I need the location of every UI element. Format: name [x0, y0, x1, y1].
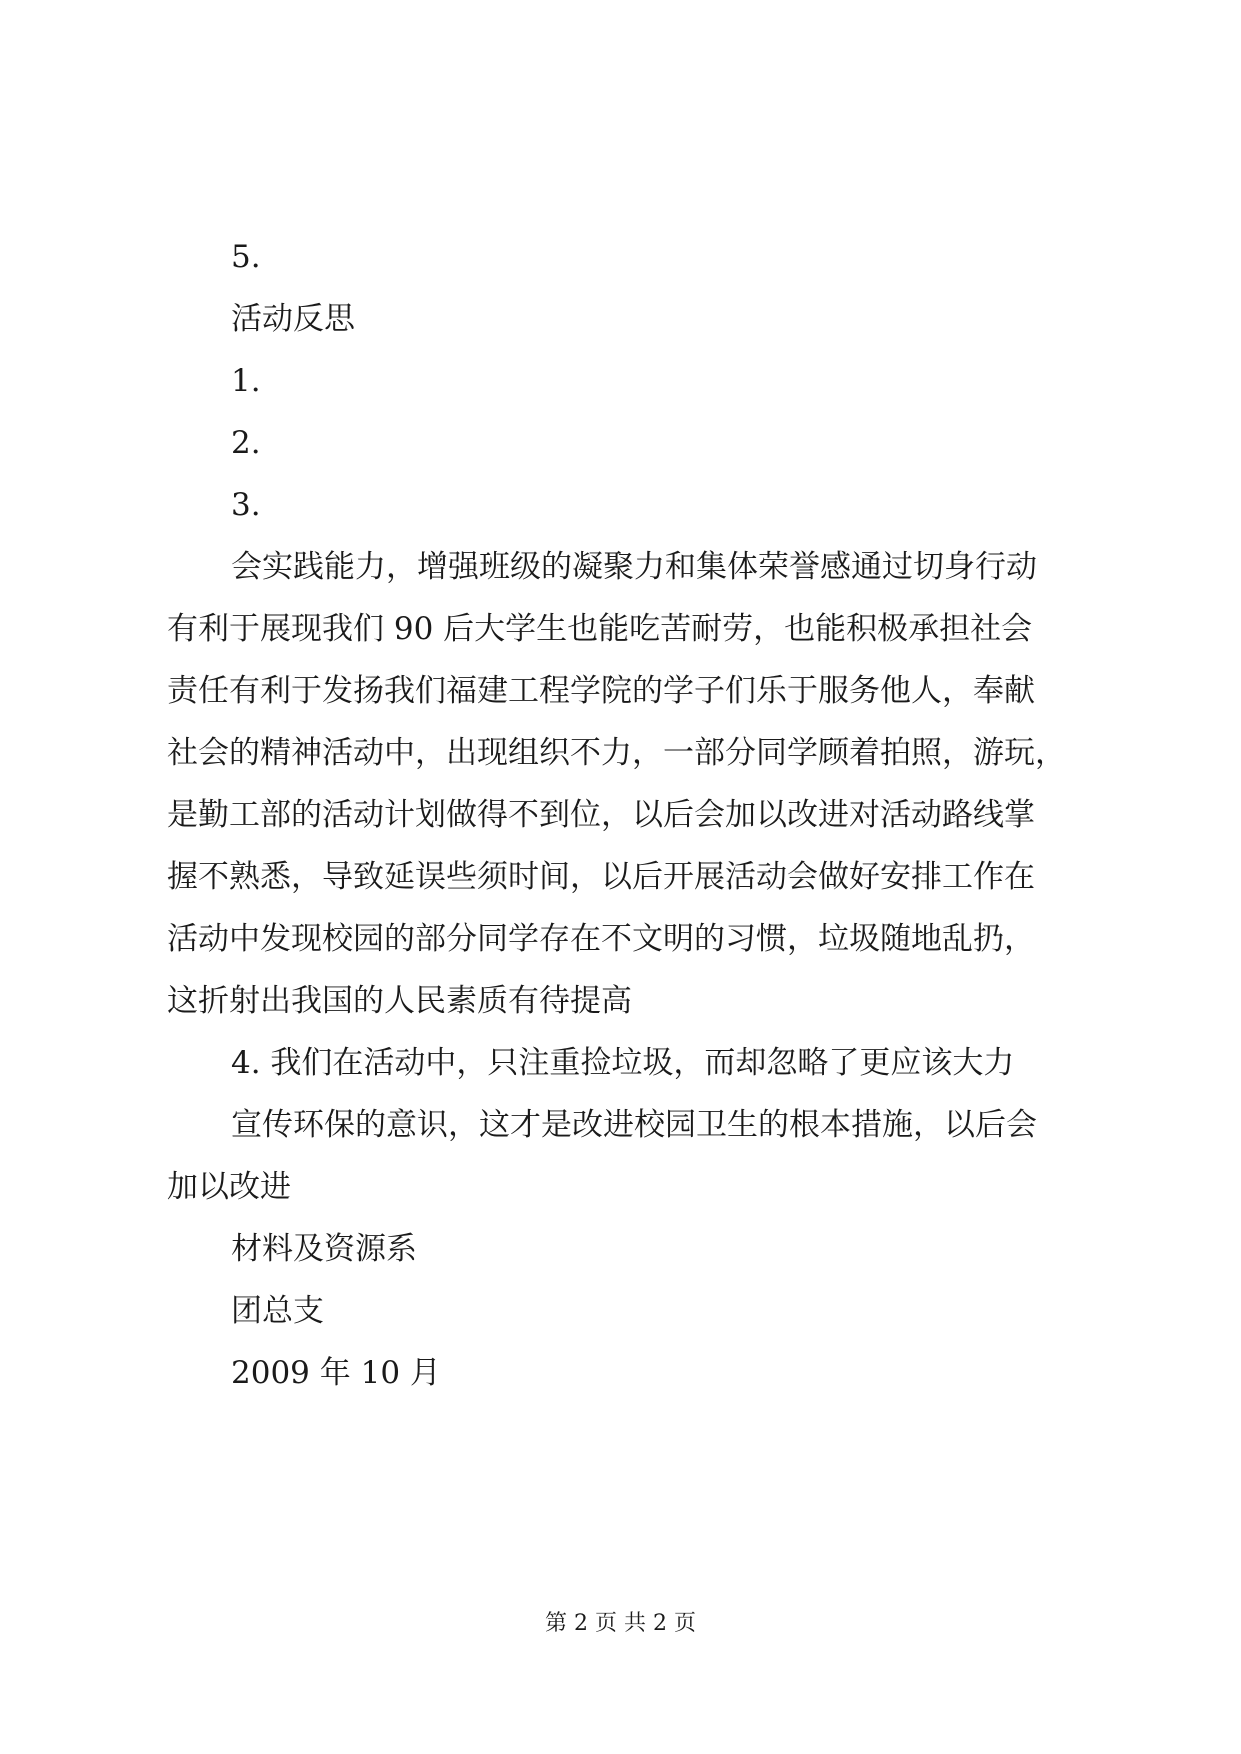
paragraph-line: 握不熟悉，导致延误些须时间，以后开展活动会做好安排工作在 — [167, 859, 1035, 895]
page-footer: 第 2 页 共 2 页 — [545, 1611, 696, 1636]
list-item-4-continuation: 宣传环保的意识，这才是改进校园卫生的根本措施，以后会 — [231, 1107, 1037, 1143]
paragraph-line: 有利于展现我们 90 后大学生也能吃苦耐劳，也能积极承担社会 — [167, 611, 1033, 647]
list-item-4: 4. 我们在活动中，只注重捡垃圾，而却忽略了更应该大力 — [231, 1045, 1015, 1081]
signature-org: 团总支 — [231, 1293, 324, 1329]
paragraph-line: 是勤工部的活动计划做得不到位，以后会加以改进对活动路线掌 — [167, 797, 1035, 833]
paragraph-line: 活动中发现校园的部分同学存在不文明的习惯，垃圾随地乱扔， — [167, 921, 1035, 957]
signature-date: 2009 年 10 月 — [231, 1355, 441, 1391]
paragraph-line: 责任有利于发扬我们福建工程学院的学子们乐于服务他人，奉献 — [167, 673, 1035, 709]
list-item-5: 5. — [231, 239, 261, 275]
section-title: 活动反思 — [231, 301, 355, 337]
list-item-2: 2. — [231, 425, 261, 461]
list-item-3: 3. — [231, 487, 261, 523]
list-item-1: 1. — [231, 363, 261, 399]
list-item-4-continuation: 加以改进 — [167, 1169, 291, 1205]
paragraph-line: 社会的精神活动中，出现组织不力，一部分同学顾着拍照，游玩， — [167, 735, 1066, 771]
paragraph-line: 这折射出我国的人民素质有待提高 — [167, 983, 632, 1019]
paragraph-line: 会实践能力，增强班级的凝聚力和集体荣誉感通过切身行动 — [231, 549, 1037, 585]
signature-department: 材料及资源系 — [231, 1231, 417, 1267]
